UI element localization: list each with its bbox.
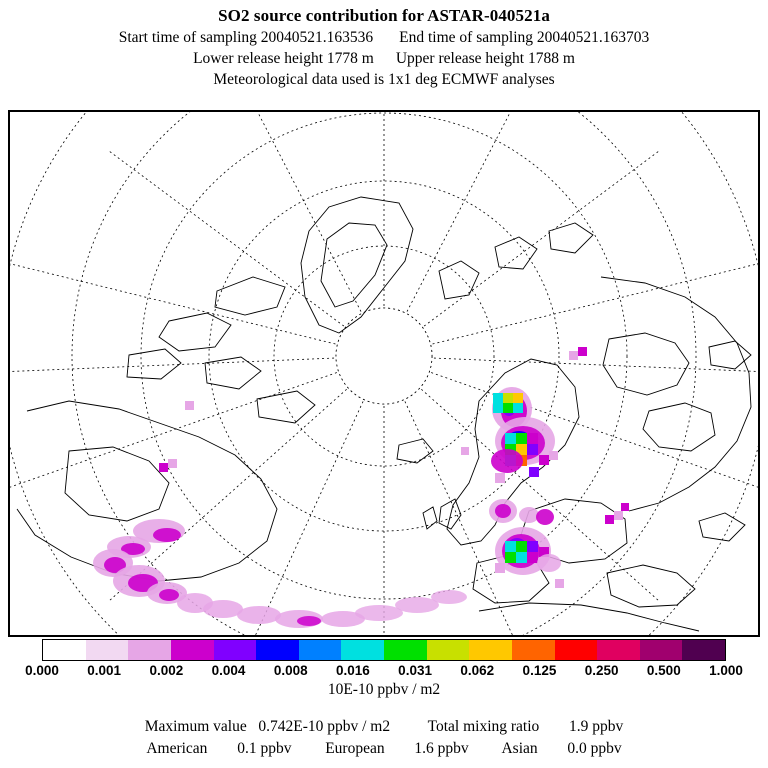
plume-atlantic-tail	[93, 519, 467, 628]
end-time-value: 20040521.163703	[536, 29, 650, 46]
colorbar-tick-labels	[8, 663, 760, 679]
colorbar-tick: 0.000	[25, 663, 59, 678]
colorbar-segment	[128, 640, 171, 660]
american-label: American	[146, 740, 208, 757]
colorbar-segment	[214, 640, 257, 660]
figure-header	[0, 0, 768, 89]
colorbar-tick: 0.016	[336, 663, 370, 678]
colorbar-tick: 0.500	[646, 663, 681, 678]
end-time-label: End time of sampling	[399, 29, 534, 46]
upper-release-label: Upper release height	[395, 50, 525, 67]
start-time-label: Start time of sampling	[118, 29, 257, 46]
colorbar-segment	[299, 640, 342, 660]
colorbar-segment	[43, 640, 86, 660]
region-breakdown-row	[0, 740, 768, 758]
colorbar-segment	[555, 640, 598, 660]
total-ratio-value: 1.9 ppbv	[569, 718, 624, 735]
map-panel	[8, 110, 760, 637]
colorbar-segment	[171, 640, 214, 660]
colorbar-unit-label: 10E-10 ppbv / m2	[327, 681, 441, 698]
start-time-value: 20040521.163536	[260, 29, 374, 46]
figure-footer	[0, 718, 768, 758]
colorbar-segment	[256, 640, 299, 660]
met-data-row	[0, 71, 768, 89]
colorbar-tick: 0.031	[398, 663, 432, 678]
colorbar-segment	[427, 640, 470, 660]
max-value-label: Maximum value	[144, 718, 247, 735]
colorbar-tick: 1.000	[709, 663, 743, 678]
european-label: European	[325, 740, 385, 757]
map-svg	[9, 111, 759, 636]
colorbar-tick: 0.125	[522, 663, 557, 678]
colorbar-tick: 0.062	[460, 663, 495, 678]
colorbar-segment	[682, 640, 725, 660]
lower-release-label: Lower release height	[193, 50, 324, 67]
upper-release-value: 1788 m	[527, 50, 575, 67]
colorbar-segment	[469, 640, 512, 660]
colorbar-tick: 0.002	[149, 663, 184, 678]
colorbar-section	[8, 639, 760, 699]
pole-disc	[336, 308, 432, 404]
total-ratio-label: Total mixing ratio	[427, 718, 540, 735]
colorbar-segment	[341, 640, 384, 660]
colorbar-segment	[640, 640, 683, 660]
plume-europe-core	[491, 387, 558, 483]
colorbar-segment	[86, 640, 129, 660]
colorbar	[42, 639, 726, 661]
summary-row	[0, 718, 768, 736]
lower-release-value: 1778 m	[326, 50, 374, 67]
colorbar-segment	[512, 640, 555, 660]
asian-value: 0.0 ppbv	[567, 740, 622, 757]
colorbar-tick: 0.008	[273, 663, 308, 678]
colorbar-segment	[597, 640, 640, 660]
met-data-text: Meteorological data used is 1x1 deg ECMWF analyses	[213, 71, 555, 88]
american-value: 0.1 ppbv	[237, 740, 292, 757]
colorbar-tick: 0.001	[87, 663, 122, 678]
colorbar-tick: 0.250	[584, 663, 619, 678]
asian-label: Asian	[501, 740, 538, 757]
page-title: SO2 source contribution for ASTAR-040521a	[218, 6, 550, 25]
release-heights-row	[0, 50, 768, 68]
plume-central-europe	[489, 499, 561, 575]
sampling-times-row	[0, 29, 768, 47]
colorbar-segment	[384, 640, 427, 660]
max-value-value: 0.742E-10 ppbv / m2	[258, 718, 391, 735]
colorbar-tick: 0.004	[211, 663, 246, 678]
european-value: 1.6 ppbv	[414, 740, 469, 757]
